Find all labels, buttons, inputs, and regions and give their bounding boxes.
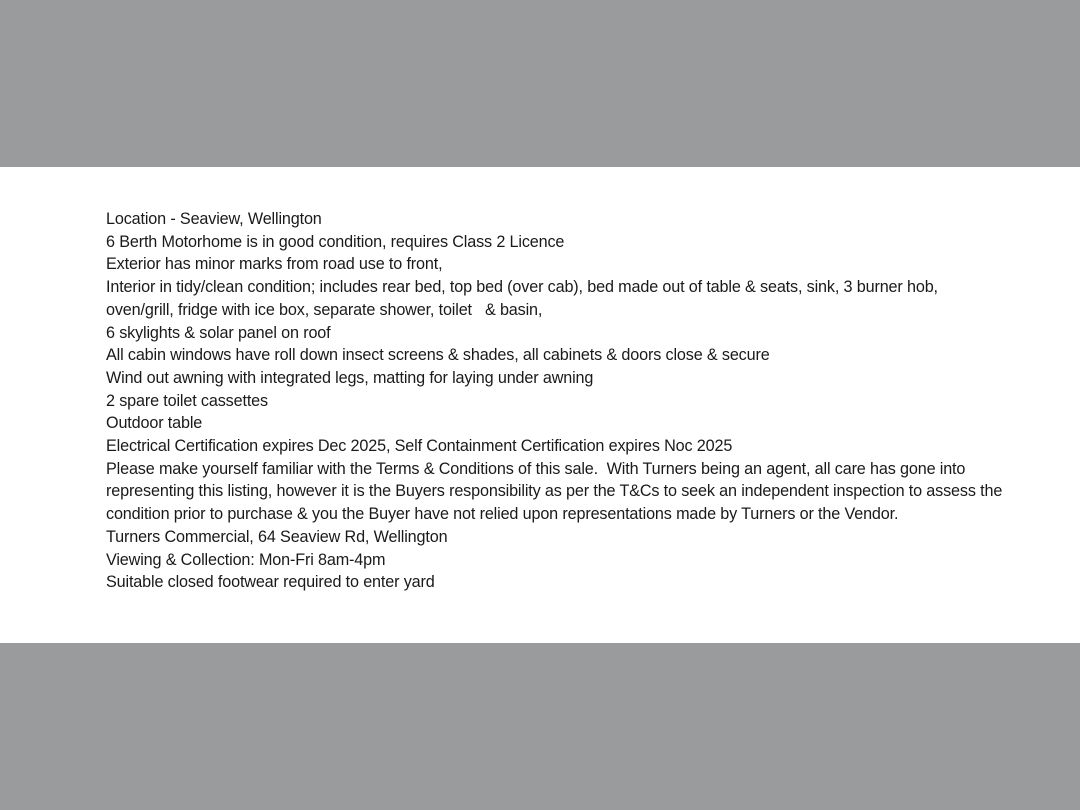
listing-line-viewing-hours: Viewing & Collection: Mon-Fri 8am-4pm: [106, 550, 386, 569]
listing-line-location: Location - Seaview, Wellington: [106, 210, 322, 228]
listing-line-certification: Electrical Certification expires Dec 2025, Self Containment Certification expires Noc 2025: [106, 437, 733, 456]
listing-description-panel: [0, 167, 1080, 643]
listing-description: [106, 208, 1006, 594]
listing-line-interior: Interior in tidy/clean condition; includes rear bed, top bed (over cab), bed made out of table & seats, sink, 3 burner hob, oven/grill, fridge with ice box, separate shower, toilet & basin,: [106, 278, 943, 319]
listing-line-awning: Wind out awning with integrated legs, matting for laying under awning: [106, 368, 594, 387]
listing-line-outdoor-table: Outdoor table: [106, 414, 203, 433]
bottom-gray-band: [0, 643, 1080, 810]
listing-line-windows: All cabin windows have roll down insect screens & shades, all cabinets & doors close & secure: [106, 346, 770, 365]
listing-line-exterior: Exterior has minor marks from road use to front,: [106, 255, 443, 274]
listing-line-footwear: Suitable closed footwear required to enter yard: [106, 573, 435, 592]
listing-line-address: Turners Commercial, 64 Seaview Rd, Wellington: [106, 527, 448, 546]
listing-line-terms-notice: Please make yourself familiar with the Terms & Conditions of this sale. With Turners being an agent, all care has gone into representing this listing, however it is the Buyers responsibility as per the T&Cs to seek an independent inspection to assess the condition prior to purchase & you the Buyer have not relied upon representations made by Turners or the Vendor.: [106, 459, 1007, 524]
listing-line-skylights: 6 skylights & solar panel on roof: [106, 323, 331, 342]
top-gray-band: [0, 0, 1080, 167]
listing-line-cassettes: 2 spare toilet cassettes: [106, 391, 268, 410]
listing-line-condition: 6 Berth Motorhome is in good condition, requires Class 2 Licence: [106, 232, 565, 251]
